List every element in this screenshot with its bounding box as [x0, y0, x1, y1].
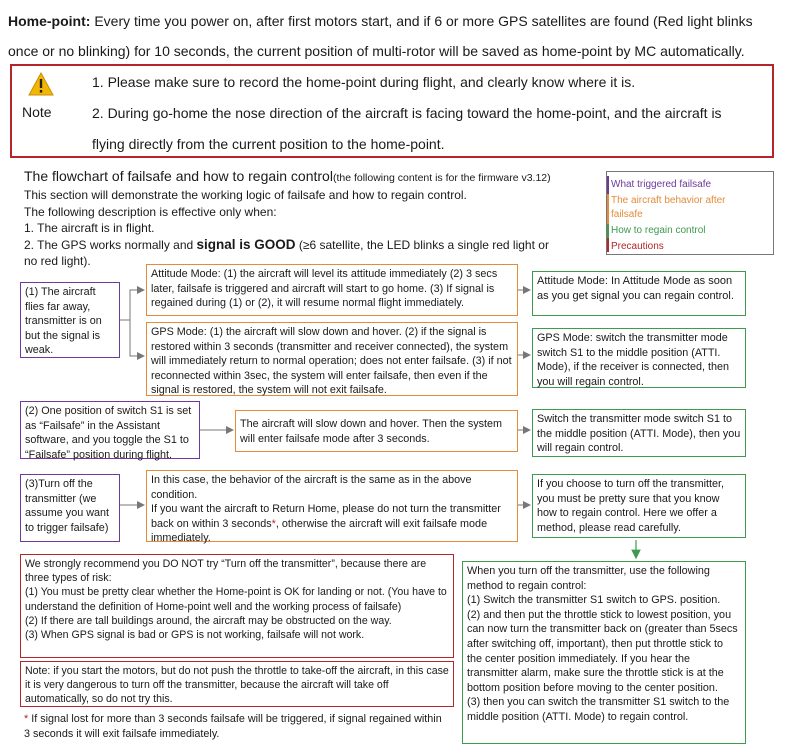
behavior3-line-b: If you want the aircraft to Return Home, please do not turn the transmitter back on within 3 seconds	[151, 503, 501, 530]
home-point-text-2: once or no blinking) for 10 seconds, the current position of multi-rotor will be saved as home-point by MC automatically.	[8, 43, 745, 59]
signal-good-text: signal is GOOD	[196, 236, 296, 252]
trigger-transmitter-off: (3)Turn off the transmitter (we assume you want to trigger failsafe)	[20, 474, 120, 542]
behavior-failsafe-switch: The aircraft will slow down and hover. Then the system will enter failsafe mode after 3 seconds.	[235, 410, 518, 452]
section-line-4c: (≥6 satellite, the LED blinks a single red light or	[295, 237, 549, 252]
behavior-transmitter-off	[146, 470, 518, 545]
regain-transmitter-off: If you choose to turn off the transmitter, you must be pretty sure that you know how to regain control. Here we offer a method, please read carefully.	[532, 474, 746, 538]
note-label: Note	[22, 104, 52, 120]
section-line-3: 1. The aircraft is in flight.	[24, 221, 155, 235]
section-line-1: This section will demonstrate the working logic of failsafe and how to regain control.	[24, 188, 467, 202]
behavior-gps-mode: GPS Mode: (1) the aircraft will slow down and hover. (2) if the signal is restored within 3 seconds (transmitter and receiver connected), the system will immediately return to normal operation; does not enter failsafe. (3) if not reconnected within 3sec, the system will enter failsafe, then even if the signal is restored, the system will not exit failsafe.	[146, 322, 518, 396]
legend-item-precautions: Precautions	[611, 241, 664, 252]
legend-item-regain: How to regain control	[611, 225, 706, 236]
trigger-failsafe-switch: (2) One position of switch S1 is set as “Failsafe” in the Assistant software, and you toggle the S1 to “Failsafe” position during flight.	[20, 401, 200, 459]
note-line-1: 1. Please make sure to record the home-point during flight, and clearly know where it is.	[92, 74, 636, 90]
section-line-5: no red light).	[24, 254, 91, 268]
legend-item-trigger: What triggered failsafe	[611, 179, 712, 190]
footnote	[24, 712, 444, 741]
arrow-trigger1-gps	[130, 320, 144, 356]
section-title-note: (the following content is for the firmware v3.12)	[332, 172, 551, 184]
regain-gps-mode: GPS Mode: switch the transmitter mode switch S1 to the middle position (ATTI. Mode), if the receiver is connected, then you will regain control.	[532, 328, 746, 388]
home-point-label: Home-point:	[8, 13, 91, 29]
footnote-text: If signal lost for more than 3 seconds failsafe will be triggered, if signal regained within 3 seconds it will exit failsafe immediately.	[24, 713, 442, 740]
behavior-attitude-mode: Attitude Mode: (1) the aircraft will level its attitude immediately (2) 3 secs later, failsafe is triggered and aircraft will start to go home. (3) If signal is regained during (1) or (2), it will resume normal flight immediately.	[146, 264, 518, 316]
precaution-risk-box: We strongly recommend you DO NOT try “Turn off the transmitter”, because there are three types of risk: (1) You must be pretty clear whether the Home-point is OK for landing or not. (You have to understand the definition of Home-point well and the working process of failsafe) (2) If there are tall buildings around, the aircraft may be obstructed on the way. (3) When GPS signal is bad or GPS is not working, failsafe will not work.	[20, 554, 454, 658]
behavior3-star: *	[271, 517, 276, 530]
arrow-trigger1-attitude	[120, 290, 144, 320]
note-line-2: 2. During go-home the nose direction of the aircraft is facing toward the home-point, and the aircraft is	[92, 105, 722, 121]
trigger-weak-signal: (1) The aircraft flies far away, transmitter is on but the signal is weak.	[20, 282, 120, 358]
home-point-text-1: Every time you power on, after first motors start, and if 6 or more GPS satellites are found (Red light blinks	[90, 13, 753, 29]
regain-failsafe-switch: Switch the transmitter mode switch S1 to the middle position (ATTI. Mode), then you will regain control.	[532, 409, 746, 457]
legend-item-behavior-b: failsafe	[611, 209, 643, 220]
regain-attitude-mode: Attitude Mode: In Attitude Mode as soon as you get signal you can regain control.	[532, 271, 746, 316]
precaution-motors-box: Note: if you start the motors, but do not push the throttle to take-off the aircraft, in this case it is very dangerous to turn off the transmitter, because the aircraft will take off automatically, so do not try this.	[20, 661, 454, 707]
legend-item-behavior-a: The aircraft behavior after	[611, 195, 726, 206]
section-line-4a: 2. The GPS works normally and	[24, 237, 197, 252]
note-line-3: flying directly from the current position to the home-point.	[92, 136, 445, 152]
section-title: The flowchart of failsafe and how to regain control	[24, 168, 333, 184]
behavior3-line-a: In this case, the behavior of the aircraft is the same as in the above condition.	[151, 474, 472, 501]
behavior3-line-c: , otherwise the aircraft will exit failsafe mode immediately.	[151, 517, 488, 545]
section-line-2: The following description is effective only when:	[24, 204, 277, 219]
regain-method-box: When you turn off the transmitter, use the following method to regain control: (1) Switch the transmitter S1 switch to GPS. position. (2) and then put the throttle stick to lowest position, you can now turn the transmitter back on (greater than 5secs after switching off, important), then put throttle stick to the center position immediately. If you hear the transmitter alarm, make sure the throttle stick is at the bottom position before moving to the center position. (3) then you can switch the transmitter S1 switch to the middle position (ATTI. Mode) to regain control.	[462, 561, 746, 744]
footnote-star: *	[24, 713, 29, 725]
